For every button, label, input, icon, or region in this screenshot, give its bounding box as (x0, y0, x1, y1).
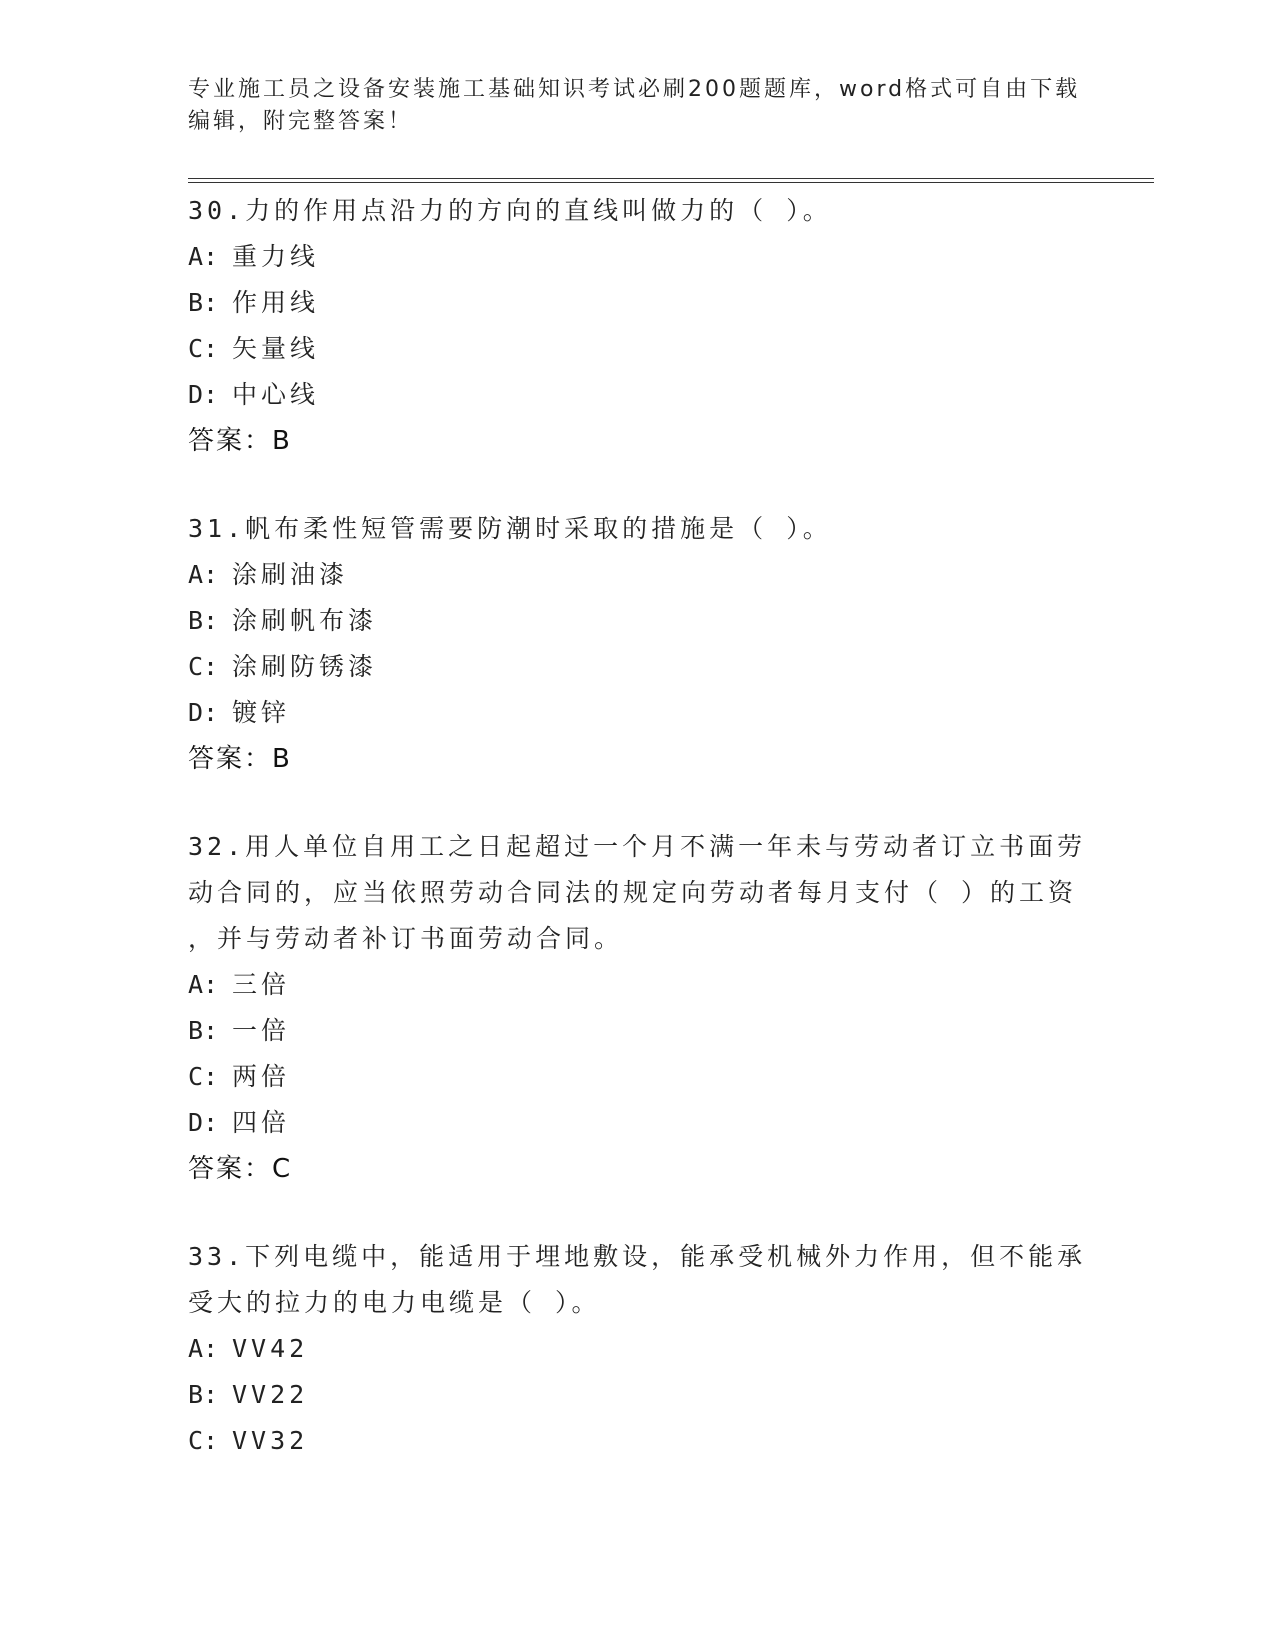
option-text: 涂刷油漆 (232, 560, 349, 589)
header-line-2: 编辑，附完整答案！ (188, 109, 414, 134)
option-b (188, 1008, 1088, 1054)
option-key: D: (188, 380, 219, 409)
option-key: B: (188, 1380, 219, 1409)
option-text: VV32 (232, 1426, 309, 1455)
option-text: 镀锌 (232, 698, 291, 727)
option-b (188, 1372, 1088, 1418)
option-key: B: (188, 288, 219, 317)
option-text: 一倍 (232, 1016, 291, 1045)
option-text: 作用线 (232, 288, 320, 317)
option-text: 中心线 (232, 380, 320, 409)
option-key: C: (188, 1426, 219, 1455)
option-c (188, 644, 1088, 690)
option-text: 三倍 (232, 970, 291, 999)
option-text: 四倍 (232, 1108, 291, 1137)
option-key: A: (188, 242, 219, 271)
question-31 (188, 506, 1088, 782)
option-text: 矢量线 (232, 334, 320, 363)
option-key: A: (188, 560, 219, 589)
option-key: D: (188, 698, 219, 727)
option-key: B: (188, 606, 219, 635)
option-key: A: (188, 970, 219, 999)
option-b (188, 280, 1088, 326)
question-text: 30.力的作用点沿力的方向的直线叫做力的（ ）。 (188, 196, 832, 225)
option-key: B: (188, 1016, 219, 1045)
header-divider-top (188, 178, 1154, 179)
document-header (188, 74, 1088, 138)
question-text: 31.帆布柔性短管需要防潮时采取的措施是（ ）。 (188, 514, 832, 543)
option-text: 两倍 (232, 1062, 291, 1091)
option-c (188, 326, 1088, 372)
question-text-line-1: 32.用人单位自用工之日起超过一个月不满一年未与劳动者订立书面劳 (188, 832, 1087, 861)
option-text: 涂刷防锈漆 (232, 652, 378, 681)
option-key: A: (188, 1334, 219, 1363)
option-key: C: (188, 1062, 219, 1091)
option-key: D: (188, 1108, 219, 1137)
answer-label: 答案：C (188, 1154, 293, 1184)
option-text: VV42 (232, 1334, 309, 1363)
option-a (188, 552, 1088, 598)
option-a (188, 962, 1088, 1008)
option-text: 重力线 (232, 242, 320, 271)
option-d (188, 1100, 1088, 1146)
answer-label: 答案：B (188, 744, 292, 774)
option-c (188, 1418, 1088, 1464)
option-a (188, 1326, 1088, 1372)
question-text-line-3: ，并与劳动者补订书面劳动合同。 (188, 924, 624, 953)
option-d (188, 372, 1088, 418)
option-key: C: (188, 334, 219, 363)
question-33 (188, 1234, 1088, 1464)
option-c (188, 1054, 1088, 1100)
answer-label: 答案：B (188, 426, 292, 456)
question-text-line-2: 动合同的，应当依照劳动合同法的规定向劳动者每月支付（ ）的工资 (188, 878, 1078, 907)
question-text-line-2: 受大的拉力的电力电缆是（ ）。 (188, 1288, 601, 1317)
option-a (188, 234, 1088, 280)
option-b (188, 598, 1088, 644)
option-text: 涂刷帆布漆 (232, 606, 378, 635)
option-text: VV22 (232, 1380, 309, 1409)
header-line-1: 专业施工员之设备安装施工基础知识考试必刷200题题库，word格式可自由下载 (188, 77, 1081, 102)
question-text-line-1: 33.下列电缆中，能适用于埋地敷设，能承受机械外力作用，但不能承 (188, 1242, 1087, 1271)
question-32 (188, 824, 1088, 1192)
question-30 (188, 188, 1088, 464)
header-divider-bottom (188, 182, 1154, 183)
option-key: C: (188, 652, 219, 681)
option-d (188, 690, 1088, 736)
